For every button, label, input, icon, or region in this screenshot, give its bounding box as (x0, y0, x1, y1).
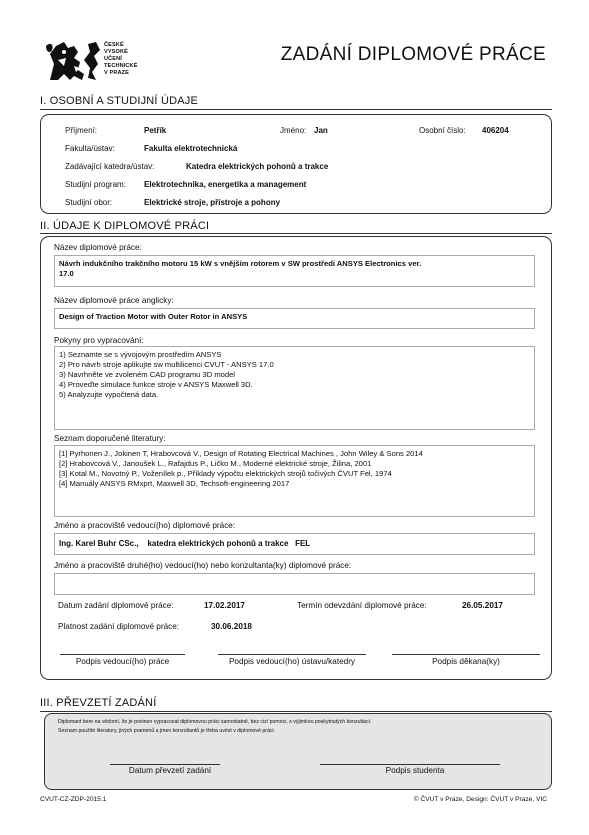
section-2-rule (40, 233, 552, 234)
thesis-title-en-label: Název diplomové práce anglicky: (54, 296, 174, 305)
surname-row (65, 126, 97, 135)
student-signature-label: Podpis studenta (385, 766, 445, 775)
validity-label: Platnost zadání diplomové práce: (58, 622, 180, 631)
deadline-label: Termín odevzdání diplomové práce: (297, 601, 427, 610)
acceptance-notice-1: Diplomant bere na vědomí, že je povinen vypracovat diplomovou práci samostatně, bez cizí pomoci, s výjimkou poskytnutých konzultací. (58, 719, 372, 725)
second-supervisor-field (54, 573, 535, 595)
logo-wordmark (104, 42, 138, 77)
department-label: Zadávající katedra/ústav: (65, 162, 155, 171)
supervisor-field (54, 533, 535, 555)
study-program-label: Studijní program: (65, 180, 126, 189)
literature-item: [4] Manuály ANSYS RMxprt, Maxwell 3D, Techsoft-engineering 2017 (59, 479, 290, 488)
thesis-title-line: Návrh indukčního trakčního motoru 15 kW s vnějším rotorem v SW prostředí ANSYS Electronics ver. (59, 259, 422, 268)
dean-signature-label: Podpis děkana(ky) (432, 657, 500, 666)
literature-item: [3] Kotal M., Novotný P., Voženílek p., Příklady výpočtu elektrických strojů točivých ČVUT Fel, 1974 (59, 469, 392, 478)
guideline-item: 4) Proveďte simulace funkce stroje v ANSYS Maxwell 3D. (59, 380, 253, 389)
faculty-label: Fakulta/ústav: (65, 144, 115, 153)
assigned-date-label: Datum zadání diplomové práce: (58, 601, 174, 610)
guideline-item: 3) Navrhněte ve zvoleném CAD programu 3D model (59, 370, 235, 379)
department-value: Katedra elektrických pohonů a trakce (186, 162, 329, 171)
head-signature-line (218, 654, 366, 655)
assigned-date-value: 17.02.2017 (204, 601, 245, 610)
section-3-heading: III. PŘEVZETÍ ZADÁNÍ (40, 697, 157, 709)
dean-signature-line (392, 654, 540, 655)
section-3-rule (40, 711, 552, 712)
logo-line: VYSOKÉ (104, 49, 128, 55)
head-signature-label: Podpis vedoucí(ho) ústavu/katedry (228, 657, 356, 666)
literature-label: Seznam doporučené literatury: (54, 434, 166, 443)
logo-line: ČESKÉ (104, 42, 124, 48)
literature-field (54, 445, 535, 517)
guideline-item: 2) Pro návrh stroje aplikujte sw multilicenci CVUT - ANSYS 17.0 (59, 360, 274, 369)
logo-line: TECHNICKÉ (104, 63, 138, 69)
study-field-value: Elektrické stroje, přístroje a pohony (144, 198, 281, 207)
guidelines-label: Pokyny pro vypracování: (54, 336, 144, 345)
acceptance-date-label: Datum převzetí zadání (128, 766, 212, 775)
guideline-item: 5) Analyzujte vypočtená data. (59, 390, 159, 399)
surname-value: Petřík (144, 126, 167, 135)
supervisor-value: Ing. Karel Buhr CSc., katedra elektrických pohonů a trakce FEL (59, 539, 311, 548)
surname-label: Příjmení: (65, 126, 98, 135)
guidelines-field (54, 346, 535, 430)
acceptance-notice-2: Seznam použité literatury, jiných pramenů a jmen konzultantů je třeba uvést v diplomové práci. (58, 728, 276, 734)
validity-value: 30.06.2018 (211, 622, 252, 631)
logo-line: V PRAZE (104, 70, 129, 76)
second-supervisor-label: Jméno a pracoviště druhé(ho) vedoucí(ho) nebo konzultanta(ky) diplomové práce: (54, 561, 352, 570)
form-code: CVUT-CZ-ZDP-2015.1 (40, 796, 107, 803)
copyright: © ČVUT v Praze, Design: ČVUT v Praze, VIC (413, 796, 547, 803)
logo-line: UČENÍ (104, 56, 122, 62)
document-title: ZADÁNÍ DIPLOMOVÉ PRÁCE (280, 44, 546, 65)
literature-item: [2] Hrabovcová V., Janoušek L., Rafajdus P., Ličko M., Moderné elektrické stroje, Žilina, 2001 (59, 459, 372, 468)
personal-id-value: 406204 (482, 126, 509, 135)
lion-emblem-icon (44, 40, 102, 82)
deadline-value: 26.05.2017 (462, 601, 503, 610)
supervisor-label: Jméno a pracoviště vedoucí(ho) diplomové práce: (54, 521, 236, 530)
student-signature-line (320, 764, 500, 765)
thesis-title-en-field (54, 308, 535, 329)
thesis-title-field (54, 255, 535, 287)
firstname-label: Jméno: (280, 126, 307, 135)
thesis-title-en-value: Design of Traction Motor with Outer Rotor in ANSYS (59, 312, 248, 321)
literature-item: [1] Pyrhonen J., Jokinen T, Hrabovcová V., Design of Rotating Electrical Machines , John Wiley & Sons 2014 (59, 449, 423, 458)
thesis-title-line: 17.0 (59, 269, 74, 278)
study-field-label: Studijní obor: (65, 198, 113, 207)
supervisor-signature-label: Podpis vedoucí(ho) práce (75, 657, 170, 666)
section-1-heading: I. OSOBNÍ A STUDIJNÍ ÚDAJE (40, 95, 199, 107)
section-2-heading: II. ÚDAJE K DIPLOMOVÉ PRÁCI (40, 220, 210, 232)
faculty-value: Fakulta elektrotechnická (144, 144, 238, 153)
firstname-value: Jan (314, 126, 328, 135)
acceptance-date-line (110, 764, 220, 765)
study-program-value: Elektrotechnika, energetika a management (144, 180, 307, 189)
university-logo (44, 40, 144, 82)
guideline-item: 1) Seznamte se s vývojovým prostředím ANSYS (59, 350, 222, 359)
personal-id-label: Osobní číslo: (419, 126, 466, 135)
supervisor-signature-line (60, 654, 185, 655)
section-1-rule (40, 109, 552, 110)
thesis-title-label: Název diplomové práce: (54, 243, 142, 252)
